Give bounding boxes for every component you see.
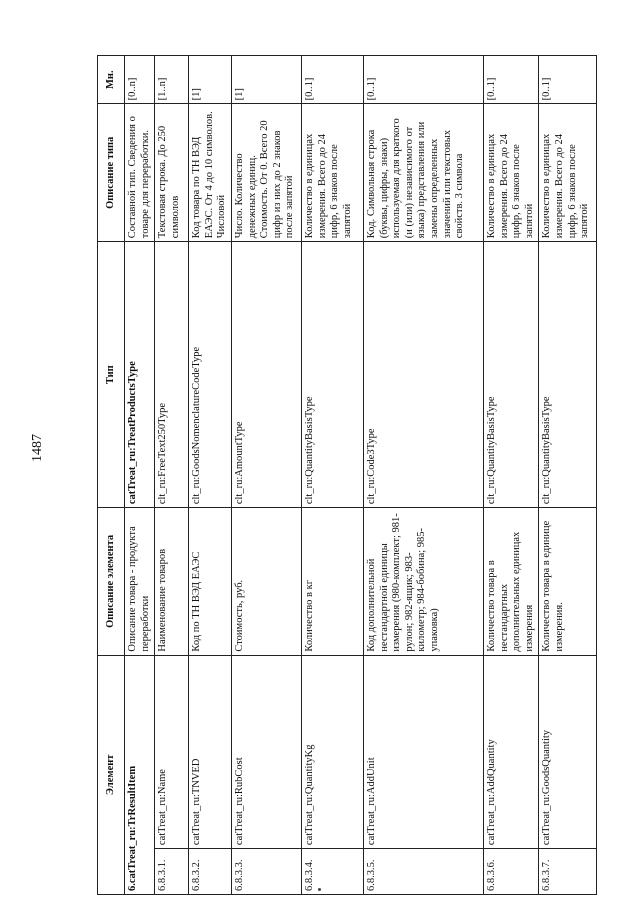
table-sheet — [97, 55, 591, 895]
row-type-desc: Число. Количество денежных единиц. Стоимость. От 0. Всего 20 цифр из них до 2 знаков после запятой — [231, 104, 301, 242]
row-element: catTreat_ru:AddQuantity — [483, 655, 538, 848]
row-type: clt_ru:QuantityBasisType — [539, 242, 597, 508]
header-element: Элемент — [98, 655, 125, 894]
row-element-desc: Количество в кг — [301, 508, 363, 655]
row-multiplicity: [1] — [189, 56, 232, 104]
row-multiplicity: [0..1] — [363, 56, 483, 104]
row-multiplicity: [0..1] — [483, 56, 538, 104]
row-element-desc: Стоимость, руб. — [231, 508, 301, 655]
row-number: 6.8.3.4. — [301, 849, 363, 895]
table-row-parent — [125, 56, 155, 895]
row-element: catTreat_ru:QuantityKg — [301, 655, 363, 848]
row-number: 6.8.3.5. — [363, 849, 483, 895]
row-type: clt_ru:GoodsNomenclatureCodeType — [189, 242, 232, 508]
row-type-desc: Количество в единицах измерения. Всего до 24 цифр, 6 знаков после запятой — [483, 104, 538, 242]
row-type: clt_ru:QuantityBasisType — [483, 242, 538, 508]
row-type-desc: Количество в единицах измерения. Всего до 24 цифр, 6 знаков после запятой — [301, 104, 363, 242]
row-element: catTreat_ru:AddUnit — [363, 655, 483, 848]
row-type: clt_ru:AmountType — [231, 242, 301, 508]
elements-table — [97, 55, 597, 895]
header-multiplicity: Мн. — [98, 56, 125, 104]
row-number: 6.8.3.1. — [155, 849, 189, 895]
row-multiplicity: [1] — [231, 56, 301, 104]
row-multiplicity: [0..1] — [301, 56, 363, 104]
parent-type: catTreat_ru:TreatProductsType — [125, 242, 155, 508]
table-header-row — [98, 56, 125, 895]
row-type-desc: Количество в единицах измерения. Всего до 24 цифр, 6 знаков после запятой — [539, 104, 597, 242]
row-element: catTreat_ru:RubCost — [231, 655, 301, 848]
table-row — [363, 56, 483, 895]
row-number: 6.8.3.2. — [189, 849, 232, 895]
row-number: 6.8.3.3. — [231, 849, 301, 895]
parent-element-desc: Описание товара - продукта переработки — [125, 508, 155, 655]
table-row — [231, 56, 301, 895]
row-element-desc: Количество товара в единице измерения. — [539, 508, 597, 655]
row-element: catTreat_ru:Name — [155, 655, 189, 848]
header-element-desc: Описание элемента — [98, 508, 125, 655]
page-number: 1487 — [30, 434, 45, 462]
row-type-desc: Текстовая строка. До 250 символов — [155, 104, 189, 242]
header-type: Тип — [98, 242, 125, 508]
header-type-desc: Описание типа — [98, 104, 125, 242]
row-element: catTreat_ru:GoodsQuantity — [539, 655, 597, 848]
parent-mult: [0..n] — [125, 56, 155, 104]
row-element-desc: Количество товара в нестандартных дополнительных единицах измерения — [483, 508, 538, 655]
row-element-desc: Код по ТН ВЭД ЕАЭС — [189, 508, 232, 655]
rotated-table-container — [97, 55, 591, 895]
row-number: 6.8.3.6. — [483, 849, 538, 895]
row-type: clt_ru:Code3Type — [363, 242, 483, 508]
row-type-desc: Код товара по ТН ВЭД ЕАЭС. От 4 до 10 символов. Числовой — [189, 104, 232, 242]
row-element: catTreat_ru:TNVED — [189, 655, 232, 848]
parent-element-cell — [125, 655, 155, 894]
row-type-desc: Код. Символьная строка (буквы, цифры, знаки) используемая для краткого (и (или) независимого от языка) представления или замены определенных значений или текстовых свойств. 3 символа — [363, 104, 483, 242]
table-row — [301, 56, 363, 895]
parent-element: catTreat_ru:TrResultItem — [127, 765, 138, 884]
row-number: 6.8.3.7. — [539, 849, 597, 895]
row-multiplicity: [1..n] — [155, 56, 189, 104]
row-element-desc: Наименование товаров — [155, 508, 189, 655]
table-row — [483, 56, 538, 895]
table-row — [155, 56, 189, 895]
parent-num: 6. — [127, 883, 138, 891]
table-row — [189, 56, 232, 895]
row-multiplicity: [0..1] — [539, 56, 597, 104]
row-element-desc: Код дополнительной нестандартной единицы измерения (980-комплект; 981-рулон; 982-ящик; 983-километр; 984-бобина; 985-упаковка) — [363, 508, 483, 655]
parent-type-desc: Составной тип. Сведения о товаре для переработки. — [125, 104, 155, 242]
row-type: clt_ru:FreeText250Type — [155, 242, 189, 508]
scan-mark — [318, 888, 321, 891]
row-type: clt_ru:QuantityBasisType — [301, 242, 363, 508]
table-row — [539, 56, 597, 895]
